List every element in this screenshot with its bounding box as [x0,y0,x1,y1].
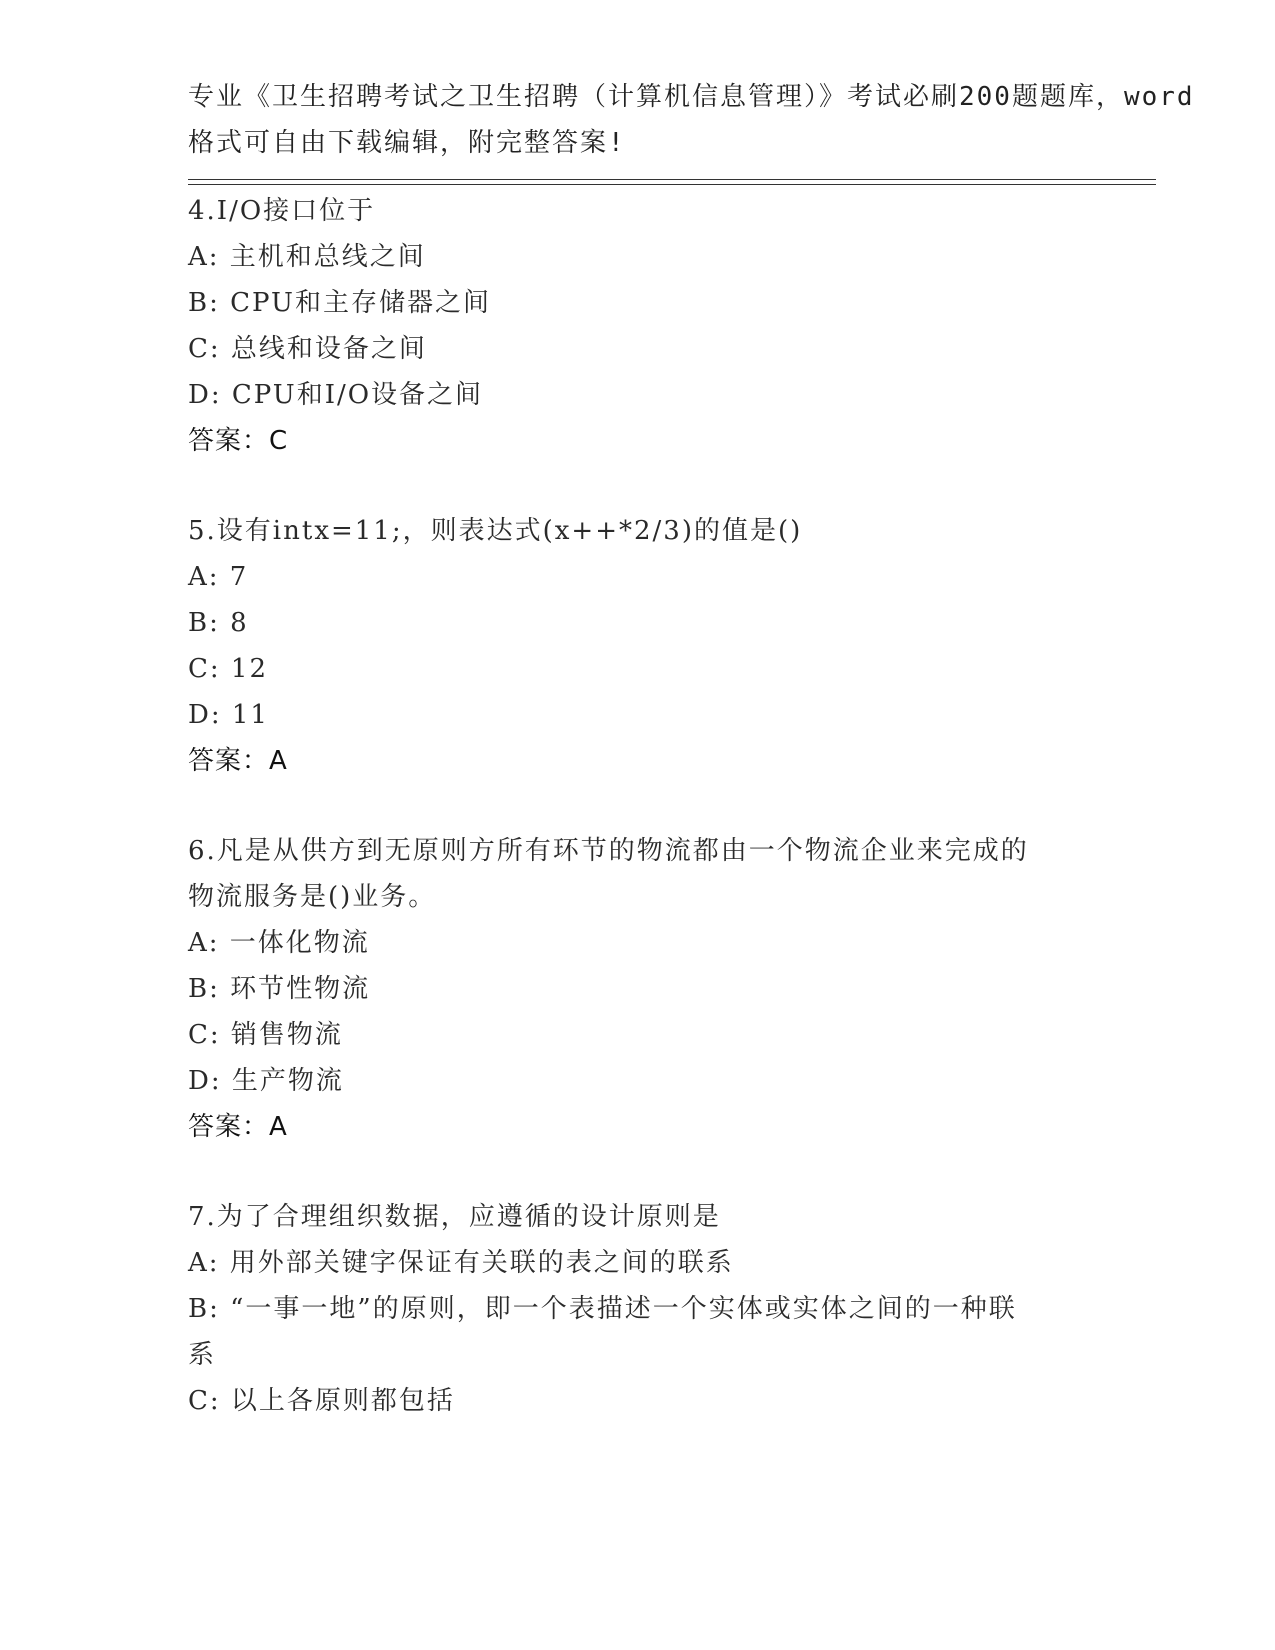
question-7 [188,1194,1088,1424]
answer: 答案：A [188,746,288,776]
question-title: 5.设有intx=11;，则表达式(x++*2/3)的值是() [188,516,803,546]
option-a: A: 一体化物流 [188,928,370,958]
question-title: 4.I/O接口位于 [188,196,376,226]
option-b: B: CPU和主存储器之间 [188,288,491,318]
header-line-1: 专业《卫生招聘考试之卫生招聘（计算机信息管理）》考试必刷200题题库，word [188,82,1195,112]
option-c: C: 销售物流 [188,1020,343,1050]
question-title: 7.为了合理组织数据，应遵循的设计原则是 [188,1202,721,1232]
option-a: A: 用外部关键字保证有关联的表之间的联系 [188,1248,734,1278]
option-d: D: 生产物流 [188,1066,344,1096]
option-b: B: “一事一地”的原则，即一个表描述一个实体或实体之间的一种联 [188,1294,1017,1324]
spacer [188,464,1088,508]
question-title-line-1: 6.凡是从供方到无原则方所有环节的物流都由一个物流企业来完成的 [188,836,1029,866]
option-d: D: 11 [188,700,269,730]
question-list [188,188,1088,1424]
option-c: C: 以上各原则都包括 [188,1386,455,1416]
answer: 答案：C [188,426,289,456]
spacer [188,1150,1088,1194]
question-title-line-2: 物流服务是()业务。 [188,882,437,912]
option-a: A: 7 [188,562,249,592]
document-header [188,74,1195,166]
option-c: C: 12 [188,654,269,684]
option-b-continued: 系 [188,1340,217,1370]
option-b: B: 8 [188,608,249,638]
option-d: D: CPU和I/O设备之间 [188,380,484,410]
question-4 [188,188,1088,464]
option-b: B: 环节性物流 [188,974,371,1004]
option-a: A: 主机和总线之间 [188,242,426,272]
header-divider-top [188,179,1156,180]
spacer [188,784,1088,828]
header-divider-bottom [188,184,1156,185]
option-c: C: 总线和设备之间 [188,334,427,364]
question-6 [188,828,1088,1150]
header-line-2: 格式可自由下载编辑，附完整答案! [188,128,626,158]
answer: 答案：A [188,1112,288,1142]
question-5 [188,508,1088,784]
